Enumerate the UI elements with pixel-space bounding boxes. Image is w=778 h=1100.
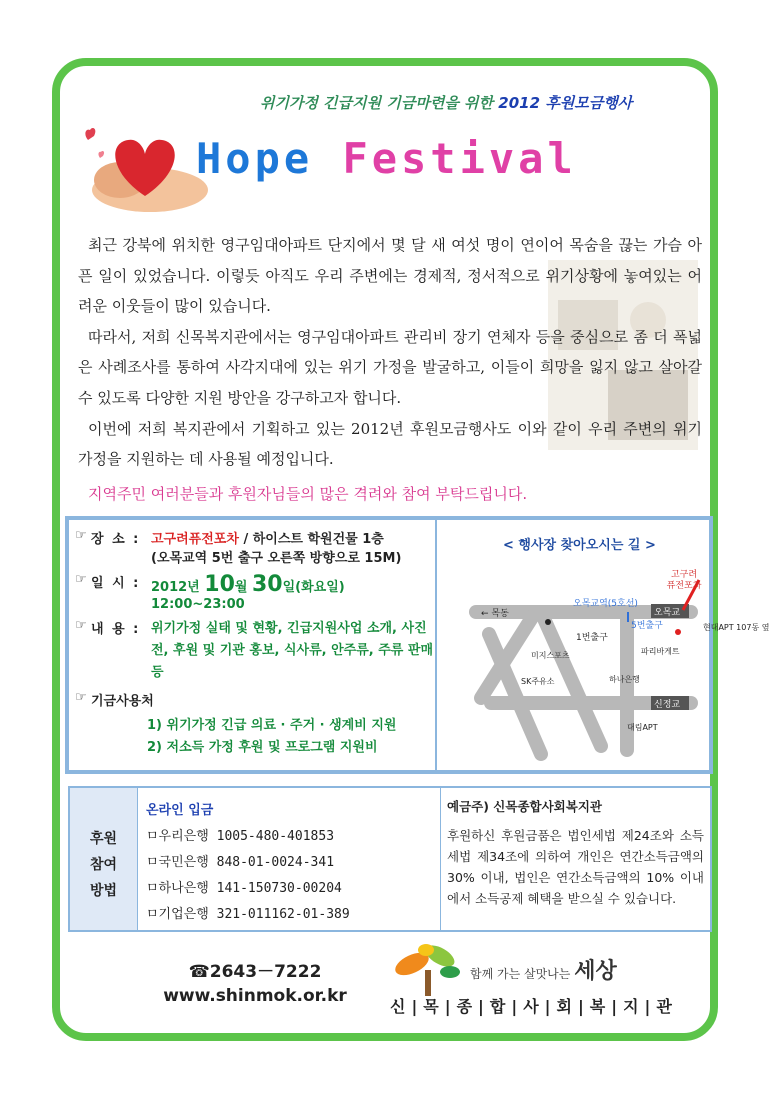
map-label-daerim: 대림APT [627, 723, 658, 732]
map-label-exit1: 1번출구 [576, 633, 608, 643]
subtitle-year: 2012 후원모금행사 [498, 94, 633, 112]
subtitle-main: 위기가정 긴급지원 기금마련을 위한 [260, 94, 494, 112]
title-hope: Hope [196, 134, 314, 183]
date-month: 10 [204, 572, 235, 597]
content-text: 위기가정 실태 및 현황, 긴급지원사업 소개, 사진전, 후원 및 기관 홍보, 식사류, 안주류, 주류 판매 등 [151, 621, 434, 680]
bank-account: ㅁ우리은행 1005-480-401853 [146, 829, 335, 844]
event-details [75, 528, 437, 759]
bank-account: ㅁ하나은행 141-150730-00204 [146, 881, 342, 896]
map-label-hyundai107: 현대APT 107동 옆 [703, 623, 770, 632]
info-divider [435, 520, 437, 770]
date-year: 2012년 [151, 580, 200, 595]
fund-use-2: 2) 저소득 가정 후원 및 프로그램 지원비 [147, 740, 378, 755]
bank-account: ㅁ국민은행 848-01-0024-341 [146, 855, 335, 870]
tax-info [440, 788, 710, 930]
map-label-goguryeo: 고구려 퓨전포차 [666, 570, 702, 591]
intro-paragraph-3: 이번에 저희 복지관에서 기획하고 있는 2012년 후원모금행사도 이와 같이 우리 주변의 위기 가정을 지원하는 데 사용될 예정입니다. [78, 419, 702, 469]
phone-number: ☎2643－7222 [188, 962, 322, 982]
hearts-in-hands-image [80, 118, 210, 218]
bank-accounts [146, 798, 426, 928]
donation-heading-line: 참여 [89, 857, 118, 873]
place-building: / 하이스트 학원건물 1층 [243, 532, 384, 547]
logo-tagline [470, 954, 617, 985]
donation-heading-line: 후원 [89, 831, 118, 847]
place-label: 장 소 : [91, 532, 141, 547]
contact-info [160, 960, 350, 1008]
map-label-sk: SK주유소 [521, 677, 555, 686]
date-label: 일 시 : [91, 576, 141, 591]
bank-account: ㅁ기업은행 321-011162-01-389 [146, 907, 350, 922]
logo-org-name: 신|목|종|합|사|회|복|지|관 [390, 997, 678, 1016]
website-link[interactable]: www.shinmok.or.kr [163, 986, 347, 1006]
map-label-paris: 파리바게트 [641, 647, 680, 656]
directions-map [441, 526, 770, 768]
map-label-exit5: 5번출구 [631, 621, 663, 631]
appeal-text: 지역주민 여러분들과 후원자님들의 많은 격려와 참여 부탁드립니다. [88, 484, 528, 503]
date-time: 12:00~23:00 [151, 597, 245, 612]
tree-logo-icon [390, 942, 470, 998]
place-name: 고구려퓨전포차 [151, 532, 239, 547]
fund-use-1: 1) 위기가정 긴급 의료 · 주거 · 생계비 지원 [147, 718, 397, 733]
intro-paragraph-2: 따라서, 저희 신목복지관에서는 영구임대아파트 관리비 장기 연체자 등을 중심으로 좀 더 폭넓은 사례조사를 통하여 사각지대에 있는 위기 가정을 발굴하고, 이들이 희망을 잃지 않고 살아갈 수 있도록 다양한 지원 방안을 강구하고자 합니다. [78, 327, 702, 407]
date-day-unit: 일(화요일) [282, 580, 345, 595]
map-label-sinjeonggyo: 신정교 [654, 700, 681, 710]
logo-tagline-text: 함께 가는 살맛나는 [470, 967, 571, 981]
donation-heading [70, 788, 138, 930]
map-label-hana: 하나은행 [609, 675, 640, 684]
date-day: 30 [252, 572, 283, 597]
donation-box [68, 786, 712, 932]
map-title: < 행사장 찾아오시는 길 > [503, 538, 656, 553]
event-info-box [65, 516, 770, 774]
fund-use-label: 기금사용처 [91, 694, 154, 709]
map-label-omokgyo-station: 오목교역(5호선) [573, 599, 638, 609]
tax-deduction-note: 후원하신 후원금품은 법인세법 제24조와 소득세법 제34조에 의하여 개인은 연간소득금액의 30% 이내, 법인은 연간소득금액의 10% 이내에서 소득공제 혜택을 받으실 수 있습니다. [447, 828, 704, 906]
account-holder: 예금주) 신목종합사회복지관 [447, 799, 602, 814]
donation-heading-line: 방법 [89, 883, 118, 899]
content-label: 내 용 : [91, 622, 141, 637]
sinmok-logo [390, 942, 690, 1020]
intro-paragraph-1: 최근 강북에 위치한 영구임대아파트 단지에서 몇 달 새 여섯 명이 연이어 목숨을 끊는 가슴 아픈 일이 있었습니다. 이렇듯 아직도 우리 주변에는 경제적, 정서적으로 위기상황에 놓여있는 어려운 이웃들이 많이 있습니다. [78, 236, 702, 316]
date-month-unit: 월 [234, 580, 248, 595]
title-festival: Festival [342, 134, 577, 183]
hand-pointer-icon: ☞ [75, 618, 87, 633]
hand-pointer-icon: ☞ [75, 528, 87, 543]
hand-pointer-icon: ☞ [75, 690, 87, 705]
intro-text [78, 230, 702, 509]
map-label-omokgyo: 오목교 [654, 608, 681, 618]
logo-word: 세상 [574, 959, 617, 984]
hand-pointer-icon: ☞ [75, 572, 87, 587]
hope-festival-title [196, 134, 577, 183]
place-directions: (오목교역 5번 출구 오른쪽 방향으로 15M) [151, 551, 402, 566]
event-subtitle [260, 92, 720, 113]
map-label-mokdong: ← 목동 [481, 609, 509, 619]
online-deposit-title: 온라인 입금 [146, 803, 214, 818]
map-label-mizi: 미지스포츠 [531, 651, 570, 660]
